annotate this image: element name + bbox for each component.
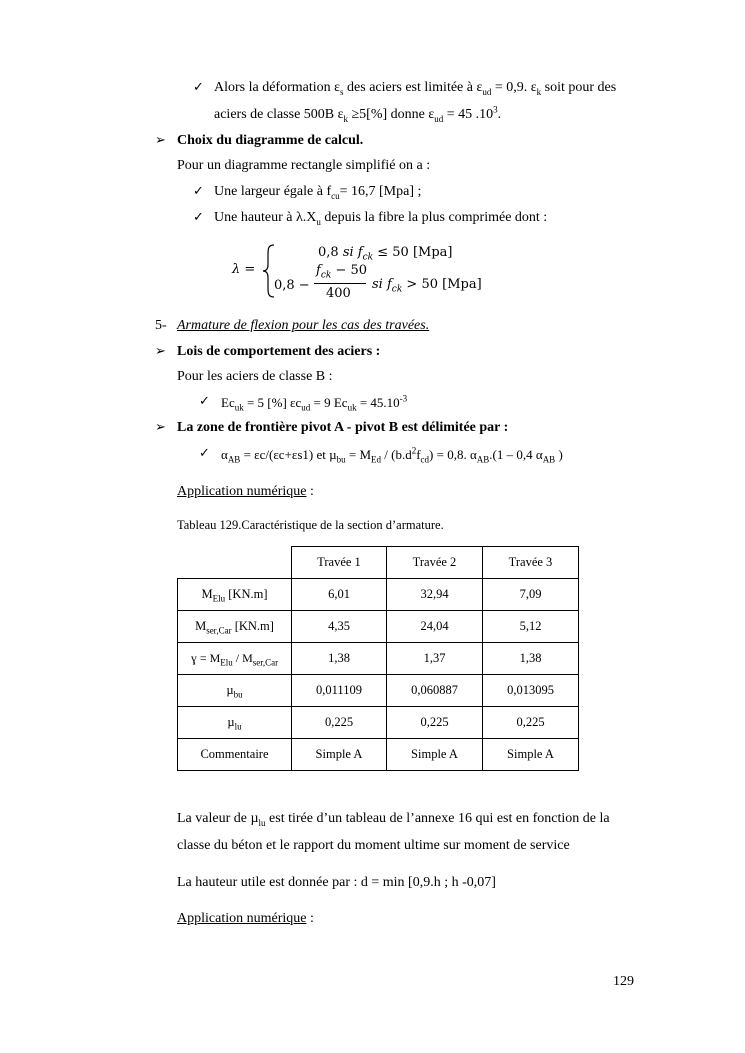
table-cell: 1,38 — [292, 643, 387, 675]
paragraph-hauteur-utile: La hauteur utile est donnée par : d = min [0,9.h ; h -0,07] — [177, 875, 496, 890]
section-armature-table — [177, 546, 579, 771]
heading-zone-frontiere: La zone de frontière pivot A - pivot B est délimitée par : — [177, 420, 509, 435]
checkmark-icon: ✓ — [193, 210, 204, 225]
row-label-mu-bu: µ$_{bu}$ — [178, 675, 292, 707]
choix-item-largeur: Une largeur égale à $f_{cu}= 16,7$ [Mpa] ; — [214, 184, 422, 201]
table-cell: 5,12 — [483, 611, 579, 643]
row-label-m-ser-car: $M_{ser,Car}$ [KN.m] — [178, 611, 292, 643]
formula-lambda-lhs: λ = — [232, 262, 256, 277]
formula-case1: 0,8 si $f_{ck} \le 50$ [Mpa] — [318, 245, 453, 263]
table-row — [178, 579, 579, 611]
formula-fraction-numerator: $f_{ck} - 50$ — [316, 263, 368, 281]
heading-lois-comportement: Lois de comportement des aciers : — [177, 344, 381, 359]
table-row — [178, 707, 579, 739]
formula-fraction-denominator: 400 — [326, 286, 351, 301]
lois-intro: Pour les aciers de classe B : — [177, 369, 333, 384]
table-cell: 4,35 — [292, 611, 387, 643]
table-header-cell: Travée 2 — [387, 547, 483, 579]
bullet-deformation-line1: Alors la déformation $\varepsilon_s$ des aciers est limitée à $\varepsilon_{ud} = 0,9$. $\varepsilon_k$ soit pour des — [214, 80, 617, 97]
table-cell: Simple A — [292, 739, 387, 771]
lois-item: $Ec_{uk} = 5$ [%] $\varepsilon c_{ud} = 9$ $Ec_{uk} = 45.10^{-3}$ — [221, 393, 408, 413]
row-label-commentaire: Commentaire — [178, 739, 292, 771]
checkmark-icon: ✓ — [199, 446, 210, 461]
table-corner-cell — [178, 547, 292, 579]
bullet-deformation-line2: aciers de classe 500B $\varepsilon_k \ge 5[\%]$ donne $\varepsilon_{ud} = 45$ $.10^3$. — [214, 104, 502, 124]
checkmark-icon: ✓ — [199, 394, 210, 409]
row-label-m-elu: $M_{Elu}$ [KN.m] — [178, 579, 292, 611]
table-cell: 6,01 — [292, 579, 387, 611]
paragraph-mu-lu-line2: classe du béton et le rapport du moment ultime sur moment de service — [177, 838, 570, 853]
arrow-bullet-icon: ➢ — [155, 420, 166, 435]
table-header-cell: Travée 1 — [292, 547, 387, 579]
checkmark-icon: ✓ — [193, 184, 204, 199]
table-cell: 1,37 — [387, 643, 483, 675]
checkmark-icon: ✓ — [193, 80, 204, 95]
section-title-armature: Armature de flexion pour les cas des travées. — [177, 318, 430, 333]
heading-choix-diagramme: Choix du diagramme de calcul. — [177, 133, 364, 148]
table-header-row — [178, 547, 579, 579]
application-numerique-label-2: Application numérique : — [177, 911, 314, 926]
formula-fraction-bar — [314, 283, 366, 284]
paragraph-mu-lu-line1: La valeur de µ$_{lu}$ est tirée d’un tableau de l’annexe 16 qui est en fonction de la — [177, 811, 610, 828]
table-cell: 7,09 — [483, 579, 579, 611]
row-label-gamma: ɣ = $M_{Elu} / M_{ser,Car}$ — [178, 643, 292, 675]
table-row — [178, 643, 579, 675]
choix-intro: Pour un diagramme rectangle simplifié on a : — [177, 158, 431, 173]
table-cell: 0,225 — [292, 707, 387, 739]
formula-case2-condition: si $f_{ck} > 50$ [Mpa] — [372, 277, 482, 295]
table-header-cell: Travée 3 — [483, 547, 579, 579]
table-cell: Simple A — [483, 739, 579, 771]
table-cell: 1,38 — [483, 643, 579, 675]
table-row — [178, 611, 579, 643]
table-cell: Simple A — [387, 739, 483, 771]
table-cell: 0,060887 — [387, 675, 483, 707]
table-row — [178, 739, 579, 771]
arrow-bullet-icon: ➢ — [155, 344, 166, 359]
table-cell: 32,94 — [387, 579, 483, 611]
section-number: 5- — [155, 318, 167, 333]
table-cell: 0,013095 — [483, 675, 579, 707]
table-caption: Tableau 129.Caractéristique de la section d’armature. — [177, 518, 444, 532]
arrow-bullet-icon: ➢ — [155, 133, 166, 148]
row-label-mu-lu: µ$_{lu}$ — [178, 707, 292, 739]
page-number: 129 — [613, 974, 634, 989]
formula-case2-pre: 0,8 − — [274, 278, 310, 293]
table-cell: 0,225 — [387, 707, 483, 739]
application-numerique-label: Application numérique : — [177, 484, 314, 499]
table-cell: 0,225 — [483, 707, 579, 739]
table-cell: 24,04 — [387, 611, 483, 643]
zone-item-formula: $\alpha_{AB} = \varepsilon c/(\varepsilon c+\varepsilon s1)$ et $\mu_{bu} = M_{Ed} / (b.d^2f_{cd}) = 0,8$. $\alpha_{AB}.(1 - 0,4$ $\alpha_{AB}$ ) — [221, 445, 563, 465]
table-row — [178, 675, 579, 707]
choix-item-hauteur: Une hauteur à $\lambda.X_u$ depuis la fibre la plus comprimée dont : — [214, 210, 548, 227]
table-cell: 0,011109 — [292, 675, 387, 707]
